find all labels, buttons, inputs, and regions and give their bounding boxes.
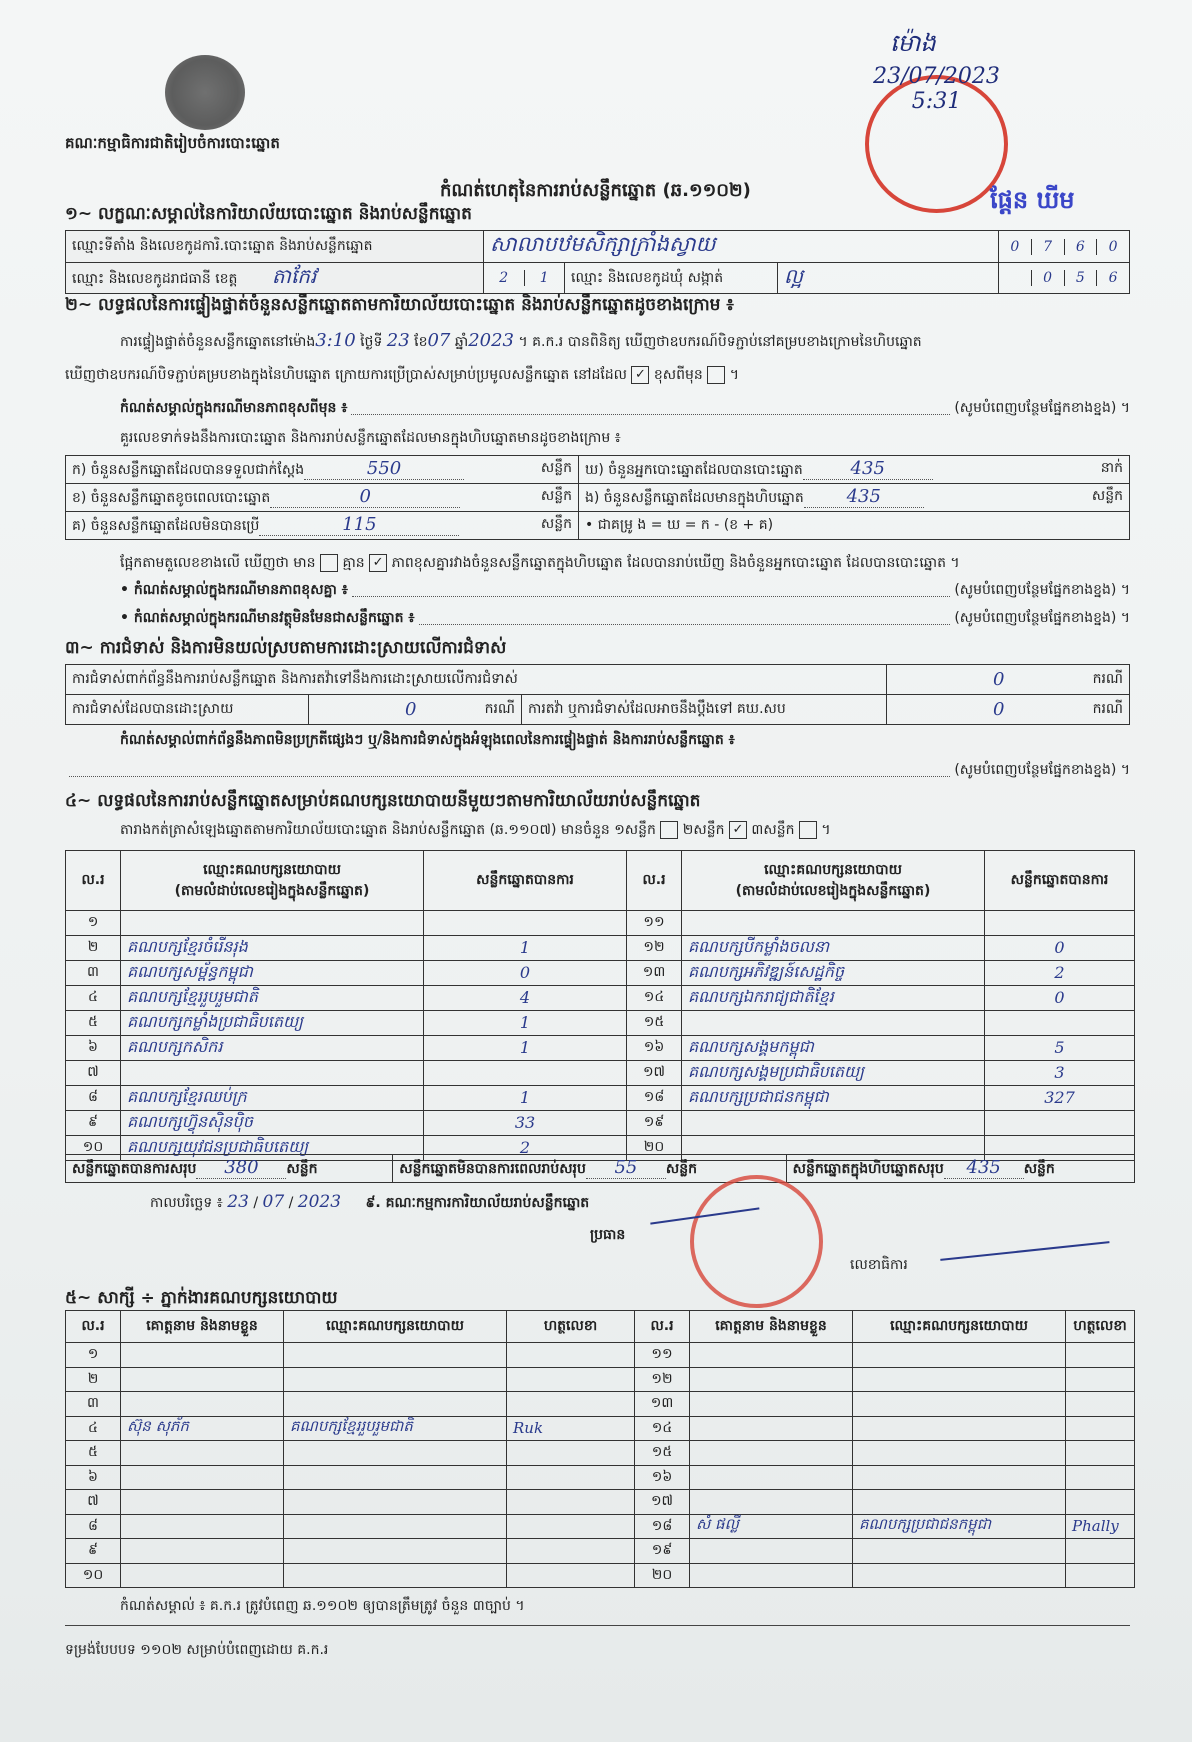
witness-party [853,1367,1066,1392]
witness-signature [1066,1367,1135,1392]
witness-no: ៦ [66,1465,121,1490]
changed-checkbox[interactable] [707,366,725,384]
witness-signature [1066,1441,1135,1466]
witness-signature [1066,1392,1135,1417]
irregularity-note: កំណត់សម្គាល់ពាក់ព័ន្ធនឹងភាពមិនប្រក្រតីផ្សេងៗ ឬ/និងការជំទាស់ក្នុងអំឡុងពេលនៃការផ្ទៀងផ្ទាត់ និងការរាប់សន្លឹកឆ្នោត ៖ [120,732,735,748]
witness-no: ១៨ [635,1514,690,1539]
witness-signature [1066,1539,1135,1564]
party-no: ១៨ [627,1085,682,1110]
unchanged-checkbox[interactable]: ✓ [631,366,649,384]
witness-party [853,1441,1066,1466]
col-party-right: ឈ្មោះគណបក្សនយោបាយ [853,1311,1066,1343]
footer-rule [65,1625,1130,1626]
party-name [121,1060,424,1085]
witness-signature [1066,1490,1135,1515]
figures-table [65,455,1130,540]
party-votes: 1 [424,1035,627,1060]
results-table [65,850,1135,1190]
party-name: គណបក្សសង្គមកម្ពុជា [682,1035,985,1060]
witness-no: ១១ [635,1343,690,1368]
witness-signature [507,1367,635,1392]
results-row [66,1085,1135,1110]
col-name-right: គោត្តនាម និងនាមខ្លួន [690,1311,853,1343]
party-name: គណបក្សយុវជនប្រជាធិបតេយ្យ [121,1135,424,1160]
party-no: ១១ [627,911,682,936]
unused-ballots: គ) ចំនួនសន្លឹកឆ្នោតដែលមិនបានប្រើ 115 សន្លឹក [66,512,579,540]
witness-party [284,1490,507,1515]
witness-name [690,1563,853,1588]
witness-party [853,1416,1066,1441]
witness-name [121,1490,284,1515]
voters-count: ឃ) ចំនួនអ្នកបោះឆ្នោតដែលបានបោះឆ្នោត 435 នាក់ [579,456,1130,484]
witness-no: ១ [66,1343,121,1368]
party-name: គណបក្សអភិវឌ្ឍន៍សេដ្ឋកិច្ច [682,960,985,985]
complaints-count: 0 ករណី [887,665,1130,695]
witness-name: ស៊ុន សុភ័ក [121,1416,284,1441]
total-valid: សន្លឹកឆ្នោតបានការសរុប 380 សន្លឹក [66,1155,393,1183]
party-name: គណបក្សហ៊្វុនស៊ិនប៉ិច [121,1110,424,1135]
has-discrepancy-checkbox[interactable] [320,554,338,572]
witness-no: ៨ [66,1514,121,1539]
witness-party [853,1563,1066,1588]
witness-signature [507,1563,635,1588]
footnote: កំណត់សម្គាល់ ៖ គ.ក.រ ត្រូវបំពេញ ឆ.១១០២ ឲ្យបានត្រឹមត្រូវ ចំនួន ៣ច្បាប់ ។ [120,1598,525,1614]
witness-no: ១៧ [635,1490,690,1515]
witness-party [853,1490,1066,1515]
section1-heading: ១~ លក្ខណៈសម្គាល់នៃការិយាល័យបោះឆ្នោត និងរាប់សន្លឹកឆ្នោត [65,204,472,224]
witness-signature [507,1392,635,1417]
witness-signature [507,1343,635,1368]
witness-party [284,1392,507,1417]
section1-table [65,230,1130,294]
party-name: គណបក្សខ្មែរឈប់ក្រ [121,1085,424,1110]
witness-name [690,1392,853,1417]
party-no: ១៥ [627,1010,682,1035]
two-sheet-checkbox[interactable]: ✓ [729,821,747,839]
witness-signature [507,1514,635,1539]
results-row [66,985,1135,1010]
commune-value: ល្អ [778,263,999,294]
party-no: ១៣ [627,960,682,985]
complaints-label: ការជំទាស់ពាក់ព័ន្ធនឹងការរាប់សន្លឹកឆ្នោត និងការតវ៉ាទៅនឹងការដោះស្រាយលើការជំទាស់ [66,665,887,695]
party-no: ១ [66,911,121,936]
discrepancy-note: • កំណត់សម្គាល់ក្នុងករណីមានភាពខុសគ្នា ៖ (សូមបំពេញបន្ថែមផ្នែកខាងខ្នង) ។ [120,582,1130,598]
party-name: គណបក្សខ្មែរចំរើនរុង [121,935,424,960]
party-votes [424,911,627,936]
witness-name [121,1343,284,1368]
section2-heading: ២~ លទ្ធផលនៃការផ្ទៀងផ្ទាត់ចំនួនសន្លឹកឆ្នោតតាមការិយាល័យបោះឆ្នោត និងរាប់សន្លឹកឆ្នោតដូចខាងក្រោម ៖ [65,295,734,315]
party-name [121,911,424,936]
party-votes [985,1010,1135,1035]
witness-signature [1066,1343,1135,1368]
witness-name [690,1416,853,1441]
chair-label: ប្រធាន [590,1227,626,1243]
witness-party: គណបក្សប្រជាជនកម្ពុជា [853,1514,1066,1539]
party-votes: 0 [985,985,1135,1010]
witness-party [853,1392,1066,1417]
witness-row [66,1514,1135,1539]
witness-no: ២០ [635,1563,690,1588]
difference-note: កំណត់សម្គាល់ក្នុងករណីមានភាពខុសពីមុន ៖ (សូមបំពេញបន្ថែមផ្នែកខាងខ្នង) ។ [120,400,1130,416]
party-votes: 1 [424,1010,627,1035]
witness-name [121,1539,284,1564]
verification-line-1: ការផ្ទៀងផ្ទាត់ចំនួនសន្លឹកឆ្នោតនៅម៉ោង3:10 ថ្ងៃទី 23 ខែ07 ឆ្នាំ2023 ។ គ.ក.រ បានពិនិត្យ ឃើញថាឧបករណ៍បិទភ្ជាប់នៅគម្របខាងក្រោមនៃហិបឆ្នោត [120,330,922,351]
witness-no: ២ [66,1367,121,1392]
witness-no: ១៦ [635,1465,690,1490]
col-no: ល.រ [66,851,121,911]
stamp-code: ម៉ោង [890,29,936,57]
party-votes: 2 [424,1135,627,1160]
party-votes: 3 [985,1060,1135,1085]
party-votes: 0 [985,935,1135,960]
footer: ទម្រង់បែបបទ ១១០២ សម្រាប់បំពេញដោយ គ.ក.រ [65,1642,329,1658]
witness-name [121,1465,284,1490]
received-ballots: ក) ចំនួនសន្លឹកឆ្នោតដែលបានទទួលជាក់ស្តែង 550 សន្លឹក [66,456,579,484]
witness-signature [1066,1563,1135,1588]
party-no: ៤ [66,985,121,1010]
results-row [66,1010,1135,1035]
totals-row [65,1154,1135,1183]
witness-row [66,1441,1135,1466]
witness-name [690,1490,853,1515]
col-votes: សន្លឹកឆ្នោតបានការ [424,851,627,911]
col-no: ល.រ [66,1311,121,1343]
col-no-right: ល.រ [627,851,682,911]
party-name: គណបក្សឯករាជ្យជាតិខ្មែរ [682,985,985,1010]
section4-heading: ៤~ លទ្ធផលនៃការរាប់សន្លឹកឆ្នោតសម្រាប់គណបក្សនយោបាយនីមួយៗតាមការិយាល័យរាប់សន្លឹកឆ្នោត [65,791,701,811]
party-votes: 5 [985,1035,1135,1060]
witness-party [853,1465,1066,1490]
commune-code: 0 5 6 [999,263,1130,294]
witness-row [66,1392,1135,1417]
stamp-time: 5:31 [911,89,962,114]
results-row [66,911,1135,936]
org-name: គណៈកម្មាធិការជាតិរៀបចំការបោះឆ្នោត [65,134,280,152]
witness-name [690,1539,853,1564]
total-in-box: សន្លឹកឆ្នោតក្នុងហិបឆ្នោតសរុប 435 សន្លឹក [786,1155,1134,1183]
witness-no: ១៩ [635,1539,690,1564]
witness-signature [507,1490,635,1515]
total-invalid: សន្លឹកឆ្នោតមិនបានការពេលរាប់សរុប 55 សន្លឹក [393,1155,786,1183]
party-name [682,1010,985,1035]
verification-line-2: ឃើញថាឧបករណ៍បិទភ្ជាប់គម្របខាងក្នុងនៃហិបឆ្នោត ក្រោយការប្រើប្រាស់សម្រាប់ប្រមូលសន្លឹកឆ្នោត នៅដដែល ✓ ខុសពីមុន ។ [65,367,739,383]
document-title: កំណត់ហេតុនៃការរាប់សន្លឹកឆ្នោត (ឆ.១១០២) [440,180,751,201]
col-party: ឈ្មោះគណបក្សនយោបាយ (តាមលំដាប់លេខរៀងក្នុងសន្លឹកឆ្នោត) [121,851,424,911]
figures-intro: គួរលេខទាក់ទងនឹងការបោះឆ្នោត និងការរាប់សន្លឹកឆ្នោតដែលមានក្នុងហិបឆ្នោតមានដូចខាងក្រោម ៖ [120,430,621,446]
witness-no: ៥ [66,1441,121,1466]
stamp-name: ផ្តែន ឃីម [990,186,1075,214]
witness-name [121,1563,284,1588]
discrepancy-check: ផ្អែកតាមតួលេខខាងលើ ឃើញថា មាន គ្មាន ✓ ភាពខុសគ្នារវាងចំនួនសន្លឹកឆ្នោតក្នុងហិបឆ្នោត ដែលបានរាប់ឃើញ និងចំនួនអ្នកបោះឆ្នោត ដែលបានបោះឆ្នោត ។ [120,555,960,571]
location-value: សាលាបឋមសិក្សាក្រាំងស្វាយ [484,231,999,263]
committee-stamp [690,1175,823,1308]
witness-signature [507,1539,635,1564]
witness-no: ១៣ [635,1392,690,1417]
party-name: គណបក្សបីកម្លាំងចលនា [682,935,985,960]
date-line: កាលបរិច្ឆេទ ៖ 23 / 07 / 2023 ៩. គណៈកម្មការការិយាល័យរាប់សន្លឹកឆ្នោត [150,1192,590,1212]
witness-name [690,1343,853,1368]
section5-heading: ៥~ សាក្សី ÷ ភ្នាក់ងារគណបក្សនយោបាយ [65,1288,338,1308]
spoiled-ballots: ខ) ចំនួនសន្លឹកឆ្នោតខូចពេលបោះឆ្នោត 0 សន្លឹក [66,484,579,512]
location-code: 0 7 6 0 [999,231,1130,263]
results-row [66,1035,1135,1060]
party-name: គណបក្សកសិករ [121,1035,424,1060]
party-votes: 33 [424,1110,627,1135]
party-name: គណបក្សសម្ព័ន្ធកម្ពុជា [121,960,424,985]
party-votes: 4 [424,985,627,1010]
witness-signature [1066,1416,1135,1441]
witness-signature: Ruk [507,1416,635,1441]
col-votes-right: សន្លឹកឆ្នោតបានការ [985,851,1135,911]
secretary-signature [940,1241,1109,1263]
witness-no: ១៤ [635,1416,690,1441]
witness-row [66,1416,1135,1441]
col-sign-right: ហត្ថលេខា [1066,1311,1135,1343]
witness-party [853,1539,1066,1564]
party-name: គណបក្សប្រជាជនកម្ពុជា [682,1085,985,1110]
witness-party [284,1441,507,1466]
party-no: ១៦ [627,1035,682,1060]
secretary-label: លេខាធិការ [850,1257,908,1273]
col-party-right: ឈ្មោះគណបក្សនយោបាយ (តាមលំដាប់លេខរៀងក្នុងសន្លឹកឆ្នោត) [682,851,985,911]
witness-name [690,1441,853,1466]
witness-no: ៤ [66,1416,121,1441]
one-sheet-checkbox[interactable] [660,821,678,839]
party-name: គណបក្សកម្លាំងប្រជាធិបតេយ្យ [121,1010,424,1035]
results-row [66,935,1135,960]
party-no: ២០ [627,1135,682,1160]
section3-heading: ៣~ ការជំទាស់ និងការមិនយល់ស្របតាមការដោះស្រាយលើការជំទាស់ [65,638,507,658]
province-value: តាកែវ [271,264,317,288]
resolved-label: ការជំទាស់ដែលបានដោះស្រាយ [66,695,309,725]
witness-signature [507,1441,635,1466]
party-votes: 1 [424,935,627,960]
witness-row [66,1465,1135,1490]
witness-row [66,1490,1135,1515]
party-votes [985,1110,1135,1135]
witness-name [121,1441,284,1466]
witness-row [66,1367,1135,1392]
party-no: ១២ [627,935,682,960]
witness-row [66,1343,1135,1368]
party-votes [424,1060,627,1085]
party-no: ១៧ [627,1060,682,1085]
witness-no: ១២ [635,1367,690,1392]
witness-party [284,1563,507,1588]
irregularity-fill: (សូមបំពេញបន្ថែមផ្នែកខាងខ្នង) ។ [65,760,1130,781]
emblem-logo [165,55,245,130]
party-no: ១៩ [627,1110,682,1135]
party-votes: 0 [424,960,627,985]
witness-name [690,1465,853,1490]
complaints-table [65,664,1130,725]
party-no: ៩ [66,1110,121,1135]
resolved-count: 0 ករណី [309,695,522,725]
col-party: ឈ្មោះគណបក្សនយោបាយ [284,1311,507,1343]
commune-label: ឈ្មោះ និងលេខកូដឃុំ សង្កាត់ [565,263,778,294]
party-no: ១០ [66,1135,121,1160]
col-name: គោត្តនាម និងនាមខ្លួន [121,1311,284,1343]
appeals-count: 0 ករណី [887,695,1130,725]
witness-no: ៧ [66,1490,121,1515]
three-sheet-checkbox[interactable] [799,821,817,839]
party-no: ៧ [66,1060,121,1085]
col-sign: ហត្ថលេខា [507,1311,635,1343]
results-row [66,1060,1135,1085]
witness-table [65,1310,1135,1588]
witness-party [284,1367,507,1392]
no-discrepancy-checkbox[interactable]: ✓ [369,554,387,572]
tally-sheet-line: តារាងកត់ត្រាសំឡេងឆ្នោតតាមការិយាល័យបោះឆ្នោត និងរាប់សន្លឹកឆ្នោត (ឆ.១១០៧) មានចំនួន ១សន្លឹក ២សន្លឹក ✓ ៣សន្លឹក ។ [120,822,831,838]
witness-signature [1066,1465,1135,1490]
party-no: ៣ [66,960,121,985]
party-no: ៨ [66,1085,121,1110]
party-no: ២ [66,935,121,960]
witness-no: ១៥ [635,1441,690,1466]
stamp-date: 23/07/2023 [873,64,1000,89]
results-row [66,1110,1135,1135]
location-label: ឈ្មោះទីតាំង និងលេខកូដការិ.បោះឆ្នោត និងរាប់សន្លឹកឆ្នោត [66,231,484,263]
witness-row [66,1563,1135,1588]
witness-signature: Phally [1066,1514,1135,1539]
witness-party [284,1465,507,1490]
witness-name [121,1514,284,1539]
witness-name: សំ ផល្លី [690,1514,853,1539]
ballots-in-box: ង) ចំនួនសន្លឹកឆ្នោតដែលមានក្នុងហិបឆ្នោត 435 សន្លឹក [579,484,1130,512]
witness-party [284,1514,507,1539]
party-no: ៥ [66,1010,121,1035]
party-votes [985,911,1135,936]
party-name: គណបក្សសង្គមប្រជាធិបតេយ្យ [682,1060,985,1085]
foreign-object-note: • កំណត់សម្គាល់ក្នុងករណីមានវត្ថុមិនមែនជាសន្លឹកឆ្នោត ៖ (សូមបំពេញបន្ថែមផ្នែកខាងខ្នង) ។ [120,610,1130,626]
witness-party [284,1343,507,1368]
witness-no: ៣ [66,1392,121,1417]
witness-signature [507,1465,635,1490]
party-no: ១៤ [627,985,682,1010]
received-stamp [865,64,1008,213]
province-label: ឈ្មោះ និងលេខកូដរាជធានី ខេត្ត តាកែវ [66,263,484,294]
witness-row [66,1539,1135,1564]
witness-name [121,1367,284,1392]
witness-name [690,1367,853,1392]
formula: • ជាគម្រូ ង = ឃ = ក - (ខ + គ) [579,512,1130,540]
witness-no: ១០ [66,1563,121,1588]
party-name [682,1110,985,1135]
col-no-right: ល.រ [635,1311,690,1343]
witness-party [284,1539,507,1564]
witness-party: គណបក្សខ្មែររួបរួមជាតិ [284,1416,507,1441]
results-row [66,960,1135,985]
party-no: ៦ [66,1035,121,1060]
party-name [682,911,985,936]
witness-no: ៩ [66,1539,121,1564]
party-votes: 2 [985,960,1135,985]
party-name: គណបក្សខ្មែររួបរួមជាតិ [121,985,424,1010]
witness-name [121,1392,284,1417]
party-votes: 1 [424,1085,627,1110]
witness-party [853,1343,1066,1368]
appeals-label: ការតវ៉ា ឬការជំទាស់ដែលអាចនឹងប្តឹងទៅ គឃ.សប [522,695,887,725]
party-votes: 327 [985,1085,1135,1110]
province-code: 2 1 [484,263,565,294]
